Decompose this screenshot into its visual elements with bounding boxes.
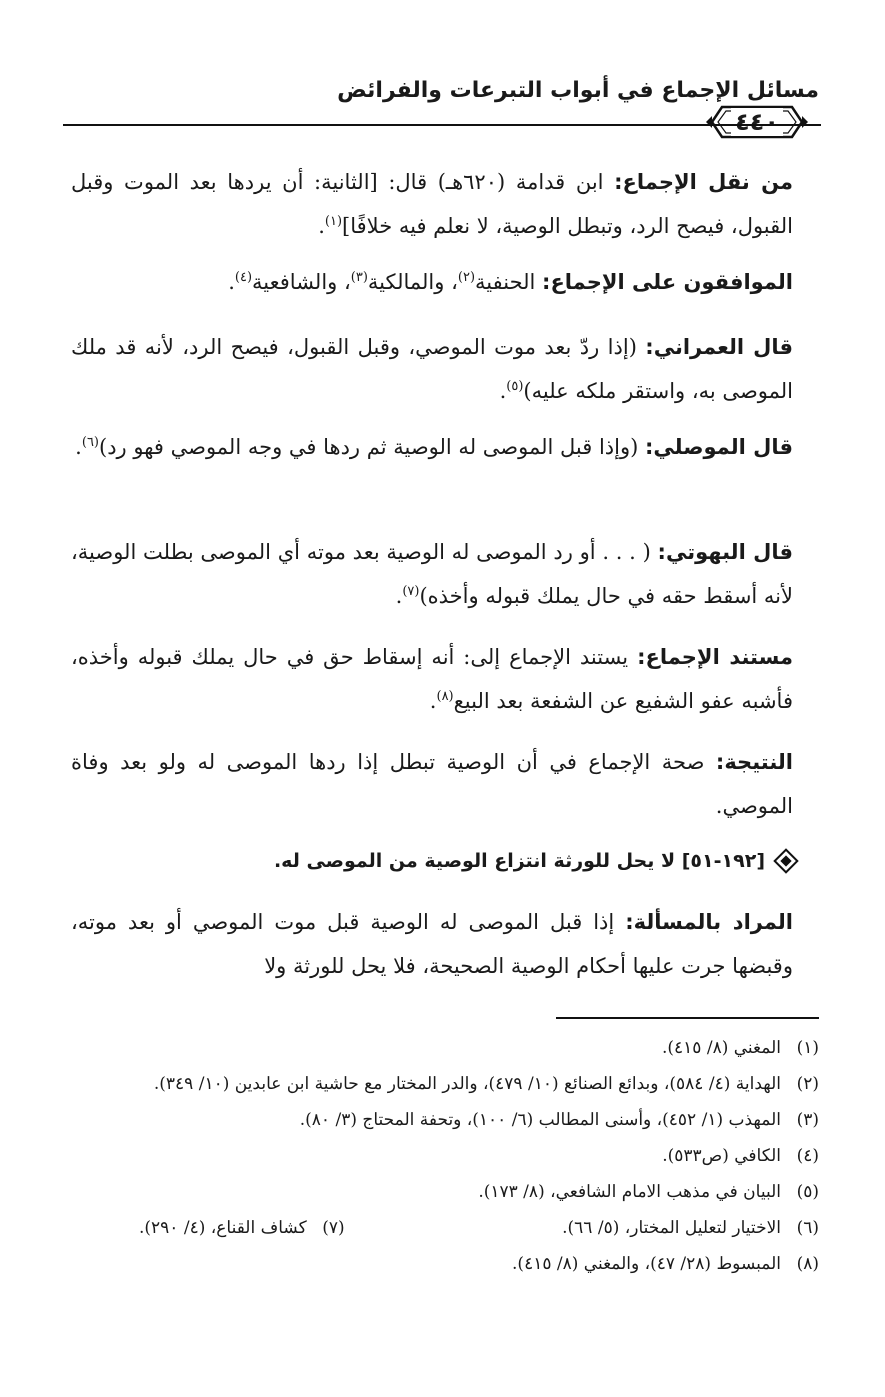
paragraph-tail: . — [429, 689, 437, 713]
footnote-item — [139, 1210, 345, 1246]
footnote-number: (٨) — [796, 1254, 819, 1274]
paragraph-text: ابن قدامة (٦٢٠هـ) قال: [الثانية: أن يردها بعد الموت وقبل القبول، فيصح الرد، وتبطل الوصية، لا نعلم فيه خلافًا] — [71, 170, 793, 238]
paragraph-result — [71, 740, 793, 828]
footnote-text: الكافي (ص٥٣٣). — [662, 1146, 781, 1166]
footnote-item — [59, 1102, 819, 1138]
paragraph-consensus-source — [71, 160, 793, 248]
footnote-text: الهداية (٤/ ٥٨٤)، وبدائع الصنائع (١٠/ ٤٧٩)، والدر المختار مع حاشية ابن عابدين (١٠/ ٣٤٩). — [153, 1074, 781, 1094]
footnote-number: (٢) — [796, 1074, 819, 1094]
footnote-ref: (٥) — [506, 379, 524, 394]
footnote-item — [59, 1138, 819, 1174]
footnote-number: (٣) — [796, 1110, 819, 1130]
paragraph-text: ، والمالكية — [367, 270, 458, 294]
paragraph-agreeing-schools — [71, 260, 793, 304]
paragraph-text: ( . . . أو رد الموصى له الوصية بعد موته أي الموصى بطلت الوصية، لأنه أسقط حقه في حال يملك قبوله وأخذه) — [71, 540, 793, 608]
header-rule — [63, 124, 821, 126]
footnote-number: (٥) — [796, 1182, 819, 1202]
footnote-text: المغني (٨/ ٤١٥). — [661, 1038, 781, 1058]
paragraph-text: إذا قبل الموصى له الوصية قبل موت الموصي أو بعد موته، وقبضها جرت عليها أحكام الوصية الصحيحة، فلا يحل للورثة ولا — [71, 910, 793, 978]
paragraph-lead: الموافقون على الإجماع: — [542, 270, 793, 294]
paragraph-tail: . — [318, 214, 325, 238]
paragraph-mawsili — [71, 425, 793, 469]
issue-heading — [274, 850, 795, 872]
footnote-row — [59, 1210, 819, 1246]
page-number: ٤٤٠ — [731, 108, 783, 136]
footnote-number: (٤) — [796, 1146, 819, 1166]
paragraph-text: ، والشافعية — [252, 270, 351, 294]
footnote-number: (٦) — [796, 1218, 819, 1238]
footnote-item — [59, 1066, 819, 1102]
footnote-text: الاختيار لتعليل المختار، (٥/ ٦٦). — [562, 1218, 781, 1238]
footnote-number: (٧) — [322, 1218, 345, 1238]
paragraph-lead: النتيجة: — [715, 750, 793, 774]
paragraph-buhuti — [71, 530, 793, 618]
diamond-bullet-icon — [773, 848, 798, 873]
paragraph-tail: . — [395, 584, 403, 608]
footnote-item — [562, 1210, 819, 1246]
footnote-ref: (٤) — [234, 270, 253, 285]
paragraph-lead: مستند الإجماع: — [637, 645, 793, 669]
paragraph-text: صحة الإجماع في أن الوصية تبطل إذا ردها الموصى له ولو بعد وفاة الموصي. — [71, 750, 793, 818]
footnote-ref: (٨) — [436, 689, 454, 704]
paragraph-text: (وإذا قبل الموصى له الوصية ثم ردها في وجه الموصي فهو رد) — [99, 435, 645, 459]
paragraph-tail: . — [228, 270, 235, 294]
paragraph-lead: قال العمراني: — [645, 335, 793, 359]
paragraph-text: (إذا ردّ بعد موت الموصي، وقبل القبول، فيصح الرد، لأنه قد ملك الموصى به، واستقر ملكه عليه) — [71, 335, 793, 403]
paragraph-tail: . — [499, 379, 507, 403]
paragraph-lead: قال الموصلي: — [644, 435, 793, 459]
paragraph-meaning — [71, 900, 793, 988]
footnote-rule — [556, 1017, 819, 1019]
footnote-ref: (٦) — [81, 435, 99, 450]
footnotes — [59, 1030, 819, 1282]
footnote-item — [59, 1246, 819, 1282]
footnote-ref: (٣) — [350, 270, 368, 285]
issue-heading-text: [١٩٢-٥١] لا يحل للورثة انتزاع الوصية من الموصى له. — [273, 850, 765, 872]
paragraph-imrani — [71, 325, 793, 413]
footnote-item — [59, 1030, 819, 1066]
paragraph-lead: المراد بالمسألة: — [625, 910, 793, 934]
page-number-frame — [704, 95, 810, 149]
paragraph-text: الحنفية — [475, 270, 543, 294]
footnote-number: (١) — [796, 1038, 819, 1058]
footnote-item — [59, 1174, 819, 1210]
footnote-ref: (٢) — [457, 270, 476, 285]
running-header-title: مسائل الإجماع في أبواب التبرعات والفرائض — [337, 78, 819, 103]
footnote-text: كشاف القناع، (٤/ ٢٩٠). — [139, 1218, 307, 1238]
paragraph-lead: قال البهوتي: — [657, 540, 793, 564]
footnote-text: المهذب (١/ ٤٥٢)، وأسنى المطالب (٦/ ١٠٠)، وتحفة المحتاج (٣/ ٨٠). — [299, 1110, 781, 1130]
footnote-text: المبسوط (٢٨/ ٤٧)، والمغني (٨/ ٤١٥). — [512, 1254, 781, 1274]
paragraph-tail: . — [75, 435, 82, 459]
paragraph-text: يستند الإجماع إلى: أنه إسقاط حق في حال يملك قبوله وأخذه، فأشبه عفو الشفيع عن الشفعة بعد البيع — [71, 645, 793, 713]
paragraph-consensus-basis — [71, 635, 793, 723]
footnote-ref: (٧) — [402, 584, 420, 599]
footnote-ref: (١) — [324, 214, 343, 229]
footnote-text: البيان في مذهب الامام الشافعي، (٨/ ١٧٣). — [478, 1182, 781, 1202]
paragraph-lead: من نقل الإجماع: — [614, 170, 793, 194]
